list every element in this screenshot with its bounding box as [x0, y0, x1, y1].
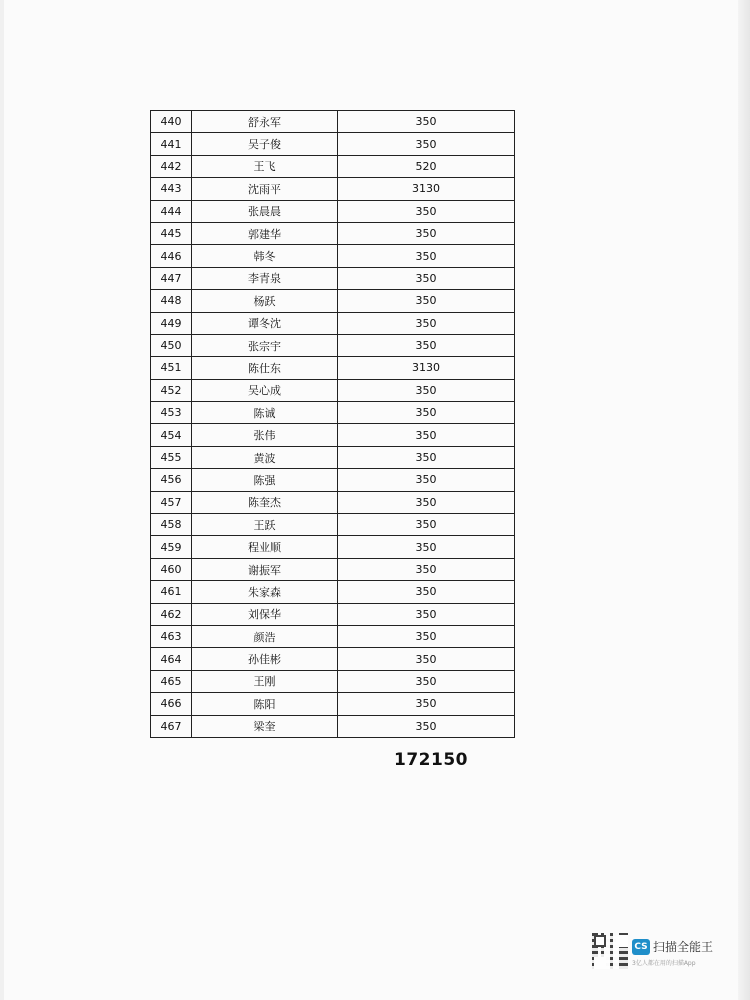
table-row	[151, 357, 515, 379]
row-number: 457	[151, 491, 192, 513]
table-row	[151, 267, 515, 289]
row-name: 陈诚	[192, 402, 338, 424]
row-name: 沈雨平	[192, 178, 338, 200]
camscanner-logo-icon: CS	[632, 939, 650, 955]
row-name: 朱家森	[192, 581, 338, 603]
table-row	[151, 693, 515, 715]
row-name: 陈强	[192, 469, 338, 491]
row-number: 452	[151, 379, 192, 401]
row-amount: 350	[338, 200, 515, 222]
row-number: 444	[151, 200, 192, 222]
row-amount: 350	[338, 715, 515, 737]
payment-table	[150, 110, 515, 738]
row-name: 黄波	[192, 446, 338, 468]
row-number: 460	[151, 558, 192, 580]
row-number: 451	[151, 357, 192, 379]
row-name: 谢振军	[192, 558, 338, 580]
scan-edge-right	[738, 0, 750, 1000]
table-row	[151, 111, 515, 133]
table-row	[151, 222, 515, 244]
row-amount: 350	[338, 446, 515, 468]
row-number: 454	[151, 424, 192, 446]
row-number: 463	[151, 625, 192, 647]
row-amount: 3130	[338, 357, 515, 379]
row-amount: 350	[338, 581, 515, 603]
table-row	[151, 603, 515, 625]
table-row	[151, 424, 515, 446]
row-number: 461	[151, 581, 192, 603]
row-number: 446	[151, 245, 192, 267]
row-number: 448	[151, 290, 192, 312]
row-amount: 350	[338, 267, 515, 289]
grand-total: 172150	[394, 750, 468, 770]
row-number: 440	[151, 111, 192, 133]
row-name: 刘保华	[192, 603, 338, 625]
row-number: 467	[151, 715, 192, 737]
row-number: 449	[151, 312, 192, 334]
row-number: 456	[151, 469, 192, 491]
row-number: 466	[151, 693, 192, 715]
row-amount: 350	[338, 603, 515, 625]
row-number: 459	[151, 536, 192, 558]
row-amount: 350	[338, 379, 515, 401]
row-amount: 350	[338, 469, 515, 491]
row-number: 447	[151, 267, 192, 289]
row-name: 王飞	[192, 155, 338, 177]
row-name: 吴子俊	[192, 133, 338, 155]
row-amount: 350	[338, 693, 515, 715]
table-row	[151, 715, 515, 737]
row-number: 465	[151, 670, 192, 692]
row-amount: 350	[338, 558, 515, 580]
payment-table-body	[151, 111, 515, 738]
row-name: 张宗宇	[192, 334, 338, 356]
row-number: 442	[151, 155, 192, 177]
row-amount: 3130	[338, 178, 515, 200]
row-name: 陈阳	[192, 693, 338, 715]
row-number: 445	[151, 222, 192, 244]
row-name: 李青泉	[192, 267, 338, 289]
row-amount: 350	[338, 111, 515, 133]
table-row	[151, 402, 515, 424]
row-amount: 350	[338, 222, 515, 244]
row-amount: 350	[338, 334, 515, 356]
row-name: 孙佳彬	[192, 648, 338, 670]
document-sheet	[150, 110, 515, 738]
qr-code-icon	[592, 933, 628, 969]
table-row	[151, 155, 515, 177]
table-row	[151, 625, 515, 647]
row-name: 梁奎	[192, 715, 338, 737]
table-row	[151, 200, 515, 222]
row-name: 王刚	[192, 670, 338, 692]
scan-edge-left	[0, 0, 4, 1000]
row-amount: 350	[338, 514, 515, 536]
table-row	[151, 446, 515, 468]
row-number: 441	[151, 133, 192, 155]
table-row	[151, 670, 515, 692]
table-row	[151, 245, 515, 267]
row-name: 韩冬	[192, 245, 338, 267]
table-row	[151, 290, 515, 312]
row-amount: 350	[338, 290, 515, 312]
row-name: 张晨晨	[192, 200, 338, 222]
watermark-brand: 扫描全能王	[653, 940, 714, 954]
row-amount: 350	[338, 133, 515, 155]
table-row	[151, 536, 515, 558]
row-amount: 350	[338, 424, 515, 446]
table-row	[151, 648, 515, 670]
table-row	[151, 334, 515, 356]
table-row	[151, 558, 515, 580]
table-row	[151, 312, 515, 334]
row-number: 443	[151, 178, 192, 200]
row-amount: 350	[338, 312, 515, 334]
row-number: 462	[151, 603, 192, 625]
row-name: 吴心成	[192, 379, 338, 401]
row-number: 458	[151, 514, 192, 536]
row-name: 程业顺	[192, 536, 338, 558]
row-amount: 350	[338, 491, 515, 513]
table-row	[151, 178, 515, 200]
row-amount: 350	[338, 670, 515, 692]
table-row	[151, 133, 515, 155]
scanner-watermark	[592, 933, 732, 973]
row-name: 王跃	[192, 514, 338, 536]
row-name: 郭建华	[192, 222, 338, 244]
table-row	[151, 491, 515, 513]
row-amount: 350	[338, 648, 515, 670]
row-amount: 350	[338, 402, 515, 424]
row-number: 455	[151, 446, 192, 468]
row-name: 舒永军	[192, 111, 338, 133]
row-name: 谭冬沈	[192, 312, 338, 334]
table-row	[151, 514, 515, 536]
table-row	[151, 469, 515, 491]
row-number: 464	[151, 648, 192, 670]
row-name: 陈奎杰	[192, 491, 338, 513]
row-amount: 350	[338, 536, 515, 558]
row-amount: 350	[338, 625, 515, 647]
row-name: 张伟	[192, 424, 338, 446]
row-number: 450	[151, 334, 192, 356]
row-name: 颜浩	[192, 625, 338, 647]
row-name: 杨跃	[192, 290, 338, 312]
row-amount: 350	[338, 245, 515, 267]
table-row	[151, 581, 515, 603]
row-name: 陈仕东	[192, 357, 338, 379]
table-row	[151, 379, 515, 401]
row-number: 453	[151, 402, 192, 424]
row-amount: 520	[338, 155, 515, 177]
watermark-tagline: 3亿人都在用的扫描App	[632, 960, 696, 967]
